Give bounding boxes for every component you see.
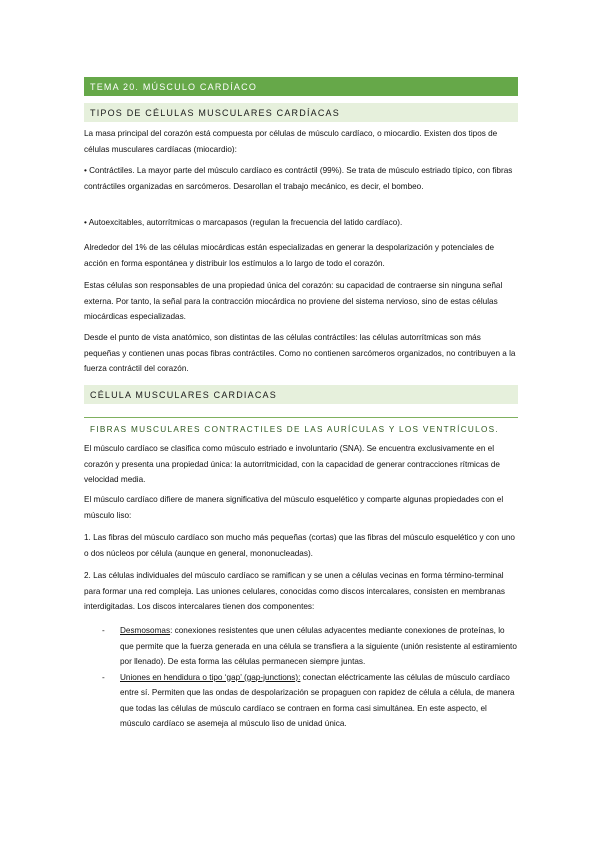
section1-paragraph-3: Desde el punto de vista anatómico, son distintas de las células contráctiles: las células autorrítmicas son más pequeñas y contienen unas pocas fibras contráctiles. Como no contienen sarcómeros organizados, no contribuyen a la fuerza contráctil del corazón.	[84, 333, 516, 373]
section1-intro: La masa principal del corazón está compuesta por células de músculo cardíaco, o miocardio. Existen dos tipos de células musculares cardíacas (miocardio):	[84, 129, 498, 154]
section2-subheading-bar	[84, 419, 518, 439]
term-gap-junctions: Uniones en hendidura o tipo ‘gap’ (gap-junctions):	[120, 672, 301, 682]
section1-bullet-autoexcitables: • Autoexcitables, autorrítmicas o marcapasos (regulan la frecuencia del latido cardíaco).	[84, 218, 403, 227]
section2-paragraph-2: El músculo cardíaco difiere de manera significativa del músculo esquelético y comparte algunas propiedades con el músculo liso:	[84, 495, 504, 520]
section2-paragraph-4: 2. Las células individuales del músculo cardíaco se ramifican y se unen a células vecinas en forma término-terminal para formar una red compleja. Las uniones celulares, conocidas como discos intercalares, consisten en membranas interdigitadas. Los discos intercalares tienen dos componentes:	[84, 571, 505, 611]
list-dash: -	[102, 626, 105, 635]
section2-subheading: FIBRAS MUSCULARES CONTRACTILES DE LAS AURÍCULAS Y LOS VENTRÍCULOS.	[90, 424, 499, 434]
definition-gap-junctions: conectan eléctricamente las células de músculo cardíaco entre sí. Permiten que las ondas de despolarización se propaguen con rapidez de célula a célula, de manera que todas las células de músculo cardíaco se contraen en forma casi simultánea. En este aspecto, el músculo cardíaco se asemeja al músculo liso de unidad única.	[120, 672, 515, 728]
section2-paragraph-3: 1. Las fibras del músculo cardíaco son mucho más pequeñas (cortas) que las fibras del músculo esquelético y con uno o dos núcleos por célula (aunque en general, mononucleadas).	[84, 533, 515, 558]
section2-heading-bar	[84, 385, 518, 404]
list-item-gap-junctions	[102, 670, 518, 732]
section1-heading-bar	[84, 103, 518, 122]
section1-bullet-contractiles: • Contráctiles. La mayor parte del músculo cardíaco es contráctil (99%). Se trata de músculo estriado típico, con fibras contráctiles organizadas en sarcómeros. Desarollan el trabajo mecánico, es decir, el bombeo.	[84, 166, 513, 191]
section2-heading: CÉLULA MUSCULARES CARDIACAS	[90, 389, 277, 400]
definition-desmosomas: : conexiones resistentes que unen células adyacentes mediante conexiones de proteínas, lo que permite que la fuerza generada en una célula se transfiera a la siguiente (unión resistente al estiramiento por llenado). De esta forma las células permanecen siempre juntas.	[120, 626, 517, 666]
section2-paragraph-1: El músculo cardíaco se clasifica como músculo estriado e involuntario (SNA). Se encuentra exclusivamente en el corazón y presenta una propiedad única: la autorritmicidad, con la capacidad de generar contracciones rítmicas de velocidad media.	[84, 444, 500, 484]
term-desmosomas: Desmosomas	[120, 626, 171, 635]
section2-divider	[84, 417, 518, 418]
section1-paragraph-2: Estas células son responsables de una propiedad única del corazón: su capacidad de contraerse sin ninguna señal externa. Por tanto, la señal para la contracción miocárdica no proviene del sistema nervioso, sino de estas células miocárdicas especializadas.	[84, 281, 503, 321]
section1-paragraph-1: Alrededor del 1% de las células miocárdicas están especializadas en generar la despolarización y potenciales de acción en forma espontánea y distribuir los estímulos a lo largo de todo el corazón.	[84, 243, 495, 268]
list-dash: -	[102, 672, 105, 682]
topic-title-bar	[84, 77, 518, 96]
intercalated-disc-components-list	[102, 623, 518, 732]
list-item-desmosomas	[102, 623, 518, 670]
section1-heading: TIPOS DE CÉLULAS MUSCULARES CARDÍACAS	[90, 107, 340, 118]
topic-title: TEMA 20. MÚSCULO CARDÍACO	[90, 81, 258, 92]
